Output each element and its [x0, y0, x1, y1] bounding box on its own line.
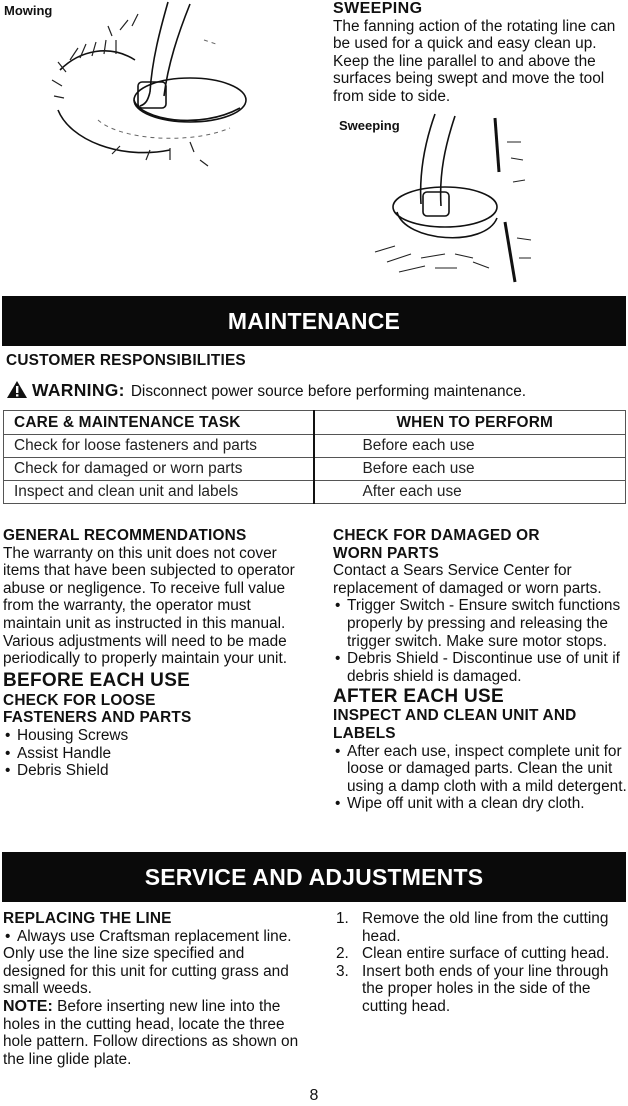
table-cell-task: Check for loose fasteners and parts [4, 435, 314, 458]
service-right-column [333, 910, 628, 1016]
service-steps-list [333, 910, 627, 1016]
warning-text: Disconnect power source before performing maintenance. [130, 383, 527, 400]
note-text: Before inserting new line into the holes in the cutting head, locate the three hole pattern. Follow directions as shown on the line glide plate. [3, 997, 299, 1068]
table-row [4, 481, 626, 504]
replacing-line-heading: REPLACING THE LINE [3, 910, 172, 927]
step-text: Insert both ends of your line through the proper holes in the side of the cutting head. [362, 962, 609, 1015]
page-number: 8 [309, 1087, 319, 1104]
service-left-column [3, 910, 303, 1068]
list-item: • Trigger Switch - Ensure switch functions properly by pressing and releasing the trigger switch. Make sure motor stops. [333, 597, 627, 650]
list-item [333, 910, 627, 945]
step-text: Remove the old line from the cutting head. [362, 910, 609, 945]
warning-triangle-icon [6, 380, 28, 404]
general-recommendations-heading: GENERAL RECOMMENDATIONS [3, 527, 247, 544]
general-recommendations-text: The warranty on this unit does not cover items that have been subjected to operator abuse or negligence. To receive full value from the warranty, the operator must maintain unit as instructed in this manual. Various adjustments will need to be made periodically to properly maintain your unit. [3, 544, 295, 668]
check-damaged-heading-1: CHECK FOR DAMAGED OR [333, 527, 540, 544]
inspect-clean-heading-1: INSPECT AND CLEAN UNIT AND [333, 707, 577, 725]
maintenance-table [3, 410, 626, 504]
list-item: • After each use, inspect complete unit for loose or damaged parts. Clean the unit using a damp cloth with a mild detergent. [333, 743, 627, 796]
table-header-task: CARE & MAINTENANCE TASK [4, 411, 314, 435]
table-row [4, 435, 626, 458]
list-item [333, 945, 627, 963]
table-cell-task: Inspect and clean unit and labels [4, 481, 314, 504]
list-item: • Always use Craftsman replacement line. [3, 928, 299, 946]
before-each-use-heading: BEFORE EACH USE [3, 669, 191, 691]
maintenance-left-column [3, 527, 303, 780]
customer-responsibilities-heading: CUSTOMER RESPONSIBILITIES [6, 352, 246, 369]
table-cell-when: Before each use [314, 435, 626, 458]
mowing-drawing [0, 0, 300, 175]
step-text: Clean entire surface of cutting head. [362, 945, 610, 963]
sweeping-illustration [335, 112, 560, 290]
step-number: 2. [336, 945, 349, 963]
check-damaged-heading-2: WORN PARTS [333, 544, 440, 562]
list-item: • Debris Shield - Discontinue use of unit if debris shield is damaged. [333, 650, 627, 685]
mowing-label: Mowing [4, 3, 53, 18]
table-cell-when: Before each use [314, 458, 626, 481]
check-damaged-list [333, 597, 627, 685]
list-item: • Housing Screws [3, 727, 303, 745]
sweeping-label: Sweeping [339, 118, 400, 133]
check-loose-heading-1: CHECK FOR LOOSE [3, 691, 156, 709]
inspect-clean-list [333, 743, 627, 813]
table-cell-task: Check for damaged or worn parts [4, 458, 314, 481]
note-label: NOTE: [3, 997, 53, 1015]
step-number: 1. [336, 910, 349, 927]
check-loose-list [3, 727, 303, 780]
after-each-use-heading: AFTER EACH USE [333, 686, 504, 708]
warning-word: WARNING: [32, 380, 125, 400]
replacing-line-list [3, 928, 299, 946]
list-item: • Wipe off unit with a clean dry cloth. [333, 795, 627, 813]
list-item: • Debris Shield [3, 762, 303, 780]
check-damaged-text: Contact a Sears Service Center for replacement of damaged or worn parts. [333, 562, 602, 597]
service-banner: SERVICE AND ADJUSTMENTS [2, 852, 626, 902]
list-item: • Assist Handle [3, 745, 303, 763]
list-item [333, 963, 627, 1016]
sweeping-section [333, 0, 628, 106]
maintenance-banner: MAINTENANCE [2, 296, 626, 346]
table-cell-when: After each use [314, 481, 626, 504]
maintenance-right-column [333, 527, 628, 813]
table-header-when: WHEN TO PERFORM [314, 411, 626, 435]
sweeping-drawing [335, 112, 560, 290]
check-loose-heading-2: FASTENERS AND PARTS [3, 709, 192, 727]
mowing-illustration [0, 0, 300, 175]
warning-row [6, 380, 526, 404]
step-number: 3. [336, 962, 349, 980]
replacing-line-text: Only use the line size specified and designed for this unit for cutting grass and small weeds. [3, 945, 289, 998]
table-row [4, 458, 626, 481]
replacing-line-note [3, 998, 299, 1068]
sweeping-text: The fanning action of the rotating line can be used for a quick and easy clean up. Keep the line parallel to and above the surfaces being swept and move the tool from side to side. [333, 17, 616, 105]
sweeping-heading: SWEEPING [333, 0, 423, 17]
table-header-row [4, 411, 626, 435]
inspect-clean-heading-2: LABELS [333, 724, 396, 742]
